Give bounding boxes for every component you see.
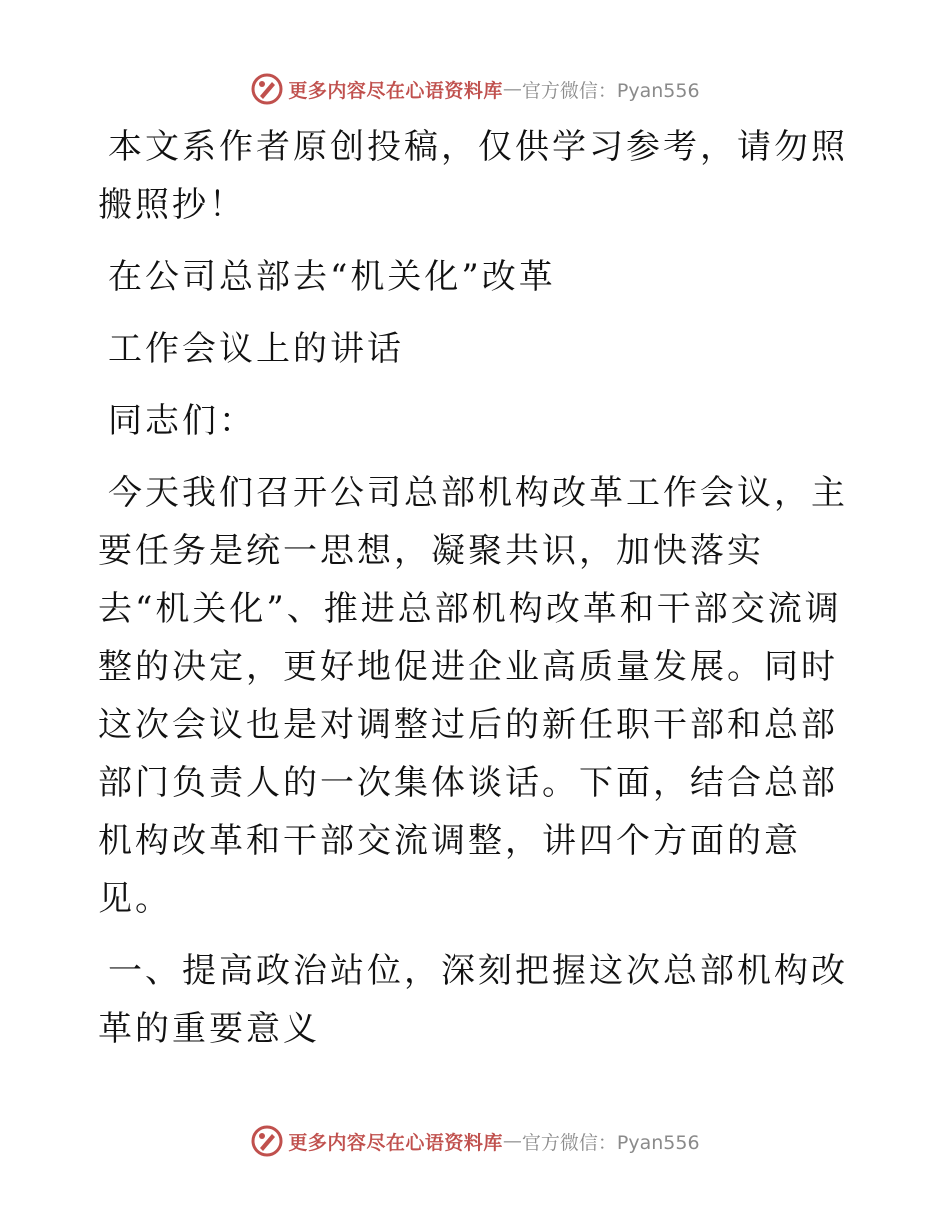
title-line-2: 工作会议上的讲话 (108, 329, 404, 369)
title-line-1: 在公司总部去“机关化”改革 (108, 257, 556, 297)
document-body (98, 118, 858, 1072)
intro-paragraph: 今天我们召开公司总部机构改革工作会议，主要任务是统一思想，凝聚共识，加快落实去“机关化”、推进总部机构改革和干部交流调整的决定，更好地促进企业高质量发展。同时这次会议也是对调整过后的新任职干部和总部部门负责人的一次集体谈话。下面，结合总部机构改革和干部交流调整，讲四个方面的意见。 (98, 473, 848, 919)
logo-icon (250, 72, 284, 106)
salutation: 同志们： (108, 401, 256, 441)
watermark-contact-text: 官方微信：Pyan556 (521, 79, 700, 102)
watermark-dash: — (502, 78, 522, 100)
watermark-main-text: 更多内容尽在心语资料库 (288, 1131, 503, 1154)
footer-watermark (0, 1124, 950, 1158)
watermark-dash: — (502, 1130, 522, 1152)
section-heading-1: 一、提高政治站位，深刻把握这次总部机构改革的重要意义 (98, 951, 848, 1049)
watermark-main-text: 更多内容尽在心语资料库 (288, 79, 503, 102)
header-watermark (0, 72, 950, 106)
logo-icon (250, 1124, 284, 1158)
watermark-contact-text: 官方微信：Pyan556 (521, 1131, 700, 1154)
copyright-notice: 本文系作者原创投稿，仅供学习参考，请勿照搬照抄！ (98, 127, 848, 225)
